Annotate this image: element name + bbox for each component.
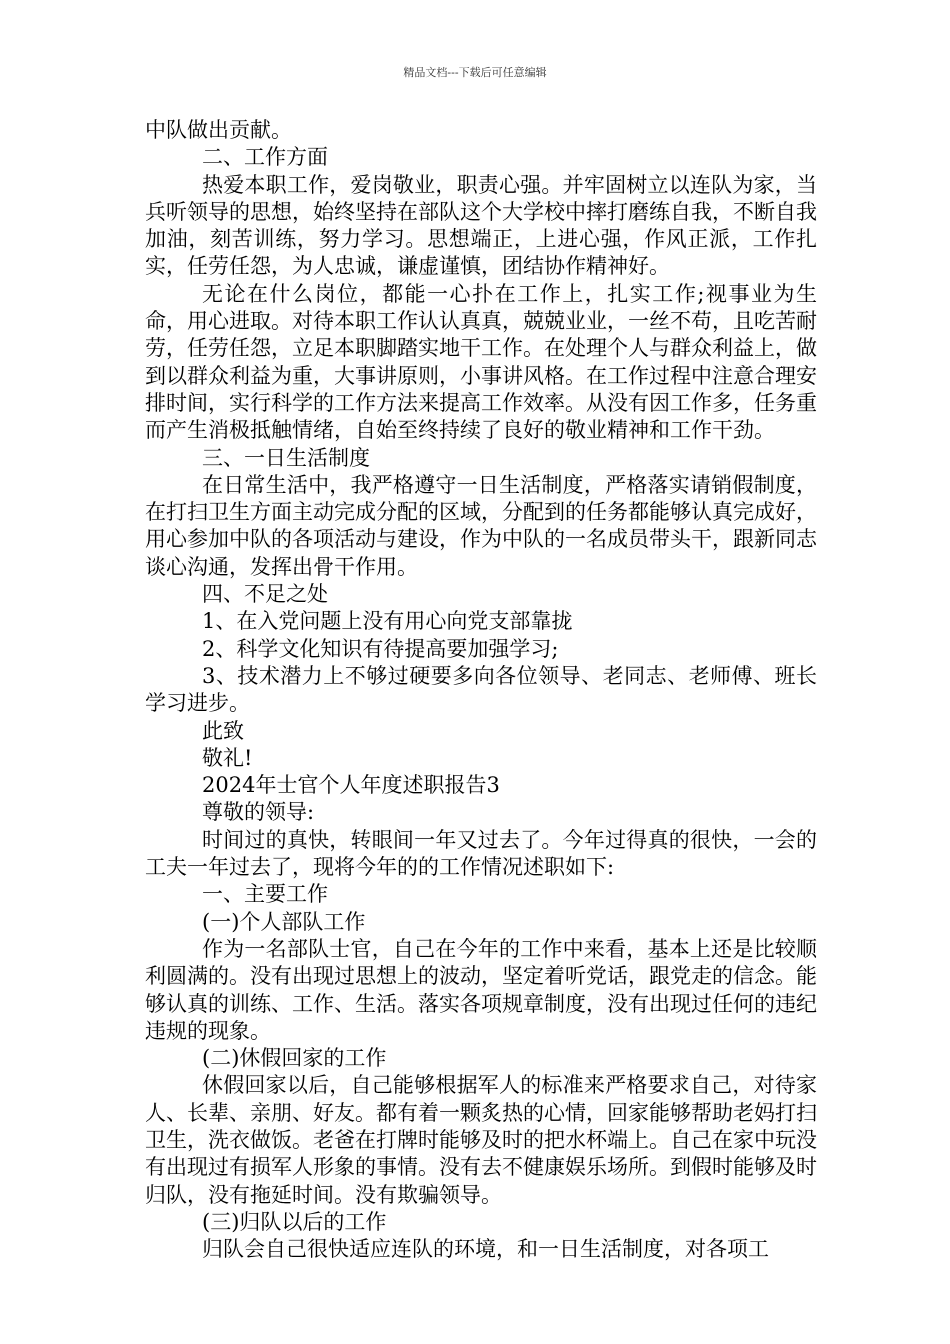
section-heading-work: 二、工作方面	[202, 145, 328, 170]
closing-salute: 敬礼!	[202, 745, 253, 770]
paragraph: 休假回家以后，自己能够根据军人的标准来严格要求自己，对待家人、长辈、亲朋、好友。都有着一颗炙热的心情，回家能够帮助老妈打扫卫生，洗衣做饭。老爸在打牌时能够及时的把水杯端上。自己在家中玩没有出现过有损军人形象的事情。没有去不健康娱乐场所。到假时能够及时归队，没有拖延时间。没有欺骗领导。	[145, 1073, 817, 1207]
list-item: 1、在入党问题上没有用心向党支部靠拢	[202, 609, 573, 634]
paragraph: 时间过的真快，转眼间一年又过去了。今年过得真的很快，一会的工夫一年过去了，现将今年的的工作情况述职如下:	[145, 827, 817, 880]
paragraph: 在日常生活中，我严格遵守一日生活制度，严格落实请销假制度，在打扫卫生方面主动完成分配的区域，分配到的任务都能够认真完成好，用心参加中队的各项活动与建设，作为中队的一名成员带头干，跟新同志谈心沟通，发挥出骨干作用。	[145, 472, 817, 579]
paragraph: 作为一名部队士官，自己在今年的工作中来看，基本上还是比较顺利圆满的。没有出现过思想上的波动，坚定着听党话，跟党走的信念。能够认真的训练、工作、生活。落实各项规章制度，没有出现过任何的违纪违规的现象。	[145, 936, 817, 1043]
subsection-heading: (三)归队以后的工作	[202, 1209, 387, 1234]
list-item: 3、技术潜力上不够过硬要多向各位领导、老同志、老师傅、班长学习进步。	[145, 663, 817, 716]
paragraph: 归队会自己很快适应连队的环境，和一日生活制度，对各项工	[202, 1237, 769, 1262]
closing-line: 此致	[202, 718, 244, 743]
paragraph: 中队做出贡献。	[145, 118, 292, 142]
report-title: 2024年士官个人年度述职报告3	[202, 773, 500, 798]
section-heading-main-work: 一、主要工作	[202, 882, 328, 907]
subsection-heading: (一)个人部队工作	[202, 909, 366, 934]
subsection-heading: (二)休假回家的工作	[202, 1046, 387, 1071]
section-heading-shortcomings: 四、不足之处	[202, 582, 328, 607]
document-body	[145, 117, 817, 1263]
salutation: 尊敬的领导:	[202, 800, 315, 825]
page-header: 精品文档---下载后可任意编辑	[403, 66, 547, 79]
list-item: 2、科学文化知识有待提高要加强学习;	[202, 636, 559, 661]
section-heading-daily-life: 三、一日生活制度	[202, 445, 370, 470]
paragraph: 热爱本职工作，爱岗敬业，职责心强。并牢固树立以连队为家，当兵听领导的思想，始终坚持在部队这个大学校中摔打磨练自我，不断自我加油，刻苦训练，努力学习。思想端正，上进心强，作风正派，工作扎实，任劳任怨，为人忠诚，谦虚谨慎，团结协作精神好。	[145, 172, 817, 279]
paragraph: 无论在什么岗位，都能一心扑在工作上，扎实工作;视事业为生命，用心进取。对待本职工作认认真真，兢兢业业，一丝不苟，且吃苦耐劳，任劳任怨，立足本职脚踏实地干工作。在处理个人与群众利益上，做到以群众利益为重，大事讲原则，小事讲风格。在工作过程中注意合理安排时间，实行科学的工作方法来提高工作效率。从没有因工作多，任务重而产生消极抵触情绪，自始至终持续了良好的敬业精神和工作干劲。	[145, 281, 817, 443]
